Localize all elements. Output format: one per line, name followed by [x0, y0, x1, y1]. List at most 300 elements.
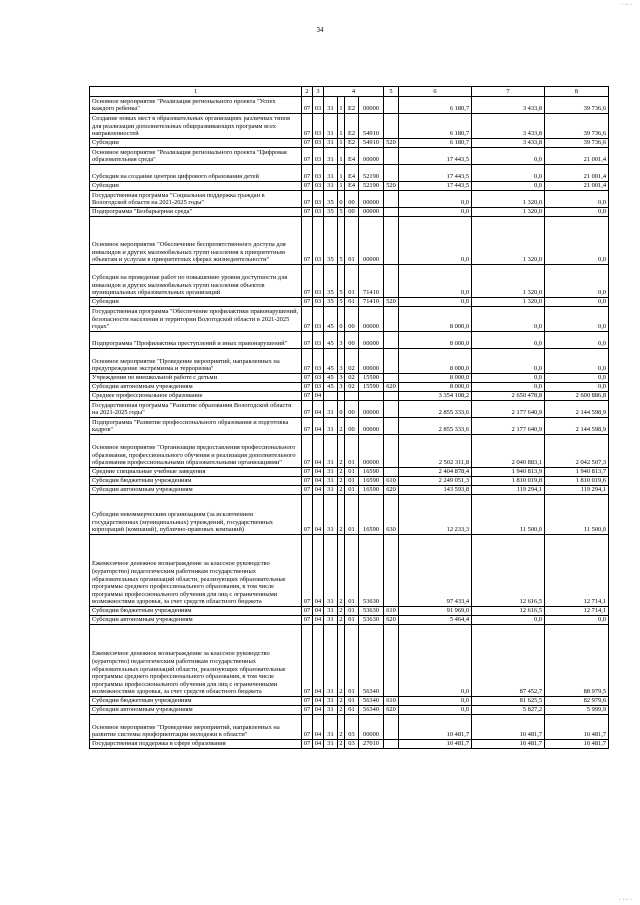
code-subprogram: 2 — [339, 616, 343, 624]
code-direction: 16590 — [359, 486, 384, 495]
amount-col8: 82 979,6 — [545, 697, 609, 706]
amount-col8: 2 144 598,9 — [545, 401, 609, 418]
code-subsection: 04 — [313, 477, 324, 486]
table-row — [90, 706, 609, 715]
code-program: 31 — [324, 477, 338, 486]
table-row — [90, 625, 609, 697]
amount-col6: 5 464,4 — [399, 616, 472, 625]
code-program: 31 — [324, 607, 338, 616]
amount-col7: 2 177 640,9 — [472, 418, 545, 435]
amount-col8: 0,0 — [545, 616, 609, 625]
code-subprogram: 1 — [338, 97, 345, 114]
code-subprogram: 2 — [339, 697, 343, 705]
code-direction: 00000 — [359, 307, 384, 332]
amount-col6: 91 969,0 — [399, 607, 472, 616]
amount-col6: 8 000,0 — [399, 374, 472, 383]
code-expense-type — [384, 374, 399, 383]
code-expense-type — [384, 217, 399, 265]
code-activity: 00 — [345, 208, 359, 217]
code-subsection: 04 — [313, 495, 324, 535]
code-subprogram: 1 — [338, 148, 345, 165]
code-subsection: 04 — [313, 740, 324, 749]
code-activity: 02 — [345, 383, 359, 392]
amount-col7: 10 481,7 — [472, 715, 545, 740]
code-direction: 54910 — [359, 114, 384, 139]
table-row — [90, 349, 609, 374]
row-name: Подпрограмма "Развитие профессионального образования и подготовка кадров" — [90, 418, 302, 435]
code-program: 31 — [324, 148, 338, 165]
table-row — [90, 148, 609, 165]
amount-col8: 39 736,6 — [545, 114, 609, 139]
code-section: 07 — [302, 139, 313, 148]
col-header-5: 5 — [384, 87, 399, 97]
row-name: Учреждения по внешкольной работе с детьми — [90, 374, 302, 383]
code-section: 07 — [302, 165, 313, 182]
code-program — [324, 392, 338, 401]
code-expense-type — [384, 468, 399, 477]
code-subsection: 03 — [313, 265, 324, 298]
code-subprogram: 2 — [339, 468, 343, 476]
row-name: Субсидии некоммерческим организациям (за исключением государственных (муниципальных) учреждений, государственных корпораций (компаний), публично-правовых компаний) — [90, 495, 302, 535]
amount-col6: 8 000,0 — [399, 349, 472, 374]
code-direction: 53630 — [359, 607, 384, 616]
code-subprogram: 2 — [338, 715, 345, 740]
amount-col7: 3 433,8 — [472, 97, 545, 114]
code-section: 07 — [302, 418, 313, 435]
amount-col6: 6 180,7 — [399, 139, 472, 148]
code-subsection: 03 — [313, 97, 324, 114]
code-direction: 71410 — [359, 298, 384, 307]
code-expense-type: 620 — [384, 383, 399, 392]
amount-col8: 1 810 019,6 — [545, 477, 609, 486]
code-activity: 01 — [345, 486, 359, 495]
amount-col7: 0,0 — [472, 374, 545, 383]
code-direction: 27010 — [359, 740, 384, 749]
amount-col8: 0,0 — [545, 332, 609, 349]
code-program: 31 — [324, 468, 338, 477]
code-section: 07 — [302, 383, 313, 392]
code-direction: 00000 — [359, 435, 384, 468]
row-name: Среднее профессиональное образование — [90, 392, 302, 401]
amount-col8: 10 481,7 — [545, 740, 609, 749]
code-direction — [359, 392, 384, 401]
row-name: Субсидии бюджетным учреждениям — [90, 477, 302, 486]
amount-col7: 3 433,8 — [472, 114, 545, 139]
table-row — [90, 468, 609, 477]
code-program: 31 — [324, 616, 338, 625]
amount-col7: 0,0 — [472, 165, 545, 182]
code-subprogram: 2 — [339, 607, 343, 615]
col-header-7: 7 — [472, 87, 545, 97]
amount-col7: 1 320,0 — [472, 217, 545, 265]
code-subsection: 03 — [313, 374, 324, 383]
row-name: Основное мероприятие "Реализация регионального проекта "Цифровая образовательная среда" — [90, 148, 302, 165]
code-program: 31 — [324, 401, 338, 418]
row-name: Государственная программа "Развитие образования Вологодской области на 2021-2025 годы" — [90, 401, 302, 418]
code-activity: 00 — [345, 332, 359, 349]
code-expense-type — [384, 401, 399, 418]
code-program: 31 — [324, 418, 338, 435]
code-subprogram: 5 — [338, 217, 345, 265]
amount-col8: 12 714,1 — [545, 607, 609, 616]
code-subprogram: 2 — [339, 486, 343, 494]
code-program: 31 — [324, 139, 338, 148]
code-activity: E2 — [345, 114, 359, 139]
table-row — [90, 217, 609, 265]
amount-col7: 81 625,5 — [472, 697, 545, 706]
scan-mark-bottom: · ··· · — [619, 897, 632, 903]
code-activity: 00 — [345, 401, 359, 418]
code-program: 31 — [324, 97, 338, 114]
row-name: Основное мероприятие "Организация предоставления профессионального образования, профессионального обучения и реализация дополнительного образования профессиональными образовательными организациями" — [90, 435, 302, 468]
amount-col6: 0,0 — [399, 217, 472, 265]
code-subprogram — [338, 392, 345, 401]
code-activity: E4 — [345, 182, 359, 191]
code-subprogram: 2 — [339, 706, 343, 714]
code-subsection: 04 — [313, 625, 324, 697]
code-program: 31 — [324, 625, 338, 697]
amount-col8: 0,0 — [545, 217, 609, 265]
amount-col7: 0,0 — [472, 307, 545, 332]
row-name: Государственная поддержка в сфере образования — [90, 740, 302, 749]
amount-col7: 0,0 — [472, 148, 545, 165]
code-subsection: 03 — [313, 114, 324, 139]
code-activity: 01 — [345, 535, 359, 607]
table-row — [90, 697, 609, 706]
code-section: 07 — [302, 148, 313, 165]
row-name: Основное мероприятие "Проведение мероприятий, направленных на предупреждение экстремизма и терроризма" — [90, 349, 302, 374]
code-expense-type — [384, 392, 399, 401]
row-name: Субсидии — [90, 182, 302, 191]
row-name: Основное мероприятие "Обеспечение беспрепятственного доступа для инвалидов и других маломобильных групп населения к приоритетным объектам и услугам в приоритетных сферах жизнедеятельности" — [90, 217, 302, 265]
amount-col7: 10 481,7 — [472, 740, 545, 749]
table-header-row — [90, 87, 609, 97]
amount-col7: 2 040 883,1 — [472, 435, 545, 468]
code-expense-type — [384, 332, 399, 349]
code-subprogram: 2 — [338, 535, 345, 607]
amount-col8: 0,0 — [545, 383, 609, 392]
code-expense-type — [384, 97, 399, 114]
code-section: 07 — [302, 374, 313, 383]
code-expense-type: 610 — [384, 697, 399, 706]
code-subsection: 04 — [313, 418, 324, 435]
code-activity: 01 — [345, 435, 359, 468]
code-subsection: 03 — [313, 182, 324, 191]
code-activity: 01 — [345, 468, 359, 477]
amount-col8: 0,0 — [545, 307, 609, 332]
amount-col6: 2 502 311,8 — [399, 435, 472, 468]
amount-col6: 17 443,5 — [399, 148, 472, 165]
code-section: 07 — [302, 208, 313, 217]
code-expense-type: 620 — [384, 486, 399, 495]
amount-col7: 0,0 — [472, 616, 545, 625]
code-activity: 01 — [345, 625, 359, 697]
amount-col7: 1 320,0 — [472, 208, 545, 217]
code-activity: 02 — [345, 349, 359, 374]
amount-col8: 21 001,4 — [545, 165, 609, 182]
row-name: Субсидии бюджетным учреждениям — [90, 607, 302, 616]
code-direction: 53630 — [359, 535, 384, 607]
col-header-4: 4 — [324, 87, 384, 97]
code-subprogram: 1 — [338, 165, 345, 182]
col-header-1: 1 — [90, 87, 302, 97]
table-row — [90, 208, 609, 217]
amount-col6: 2 855 333,6 — [399, 401, 472, 418]
row-name: Основное мероприятие "Проведение мероприятий, направленных на развитие системы профориентации молодежи в области" — [90, 715, 302, 740]
row-name: Государственная программа "Социальная поддержка граждан в Вологодской области на 2021-2025 годы" — [90, 191, 302, 208]
code-expense-type — [384, 208, 399, 217]
table-row — [90, 191, 609, 208]
code-program: 31 — [324, 535, 338, 607]
code-section: 07 — [302, 435, 313, 468]
code-subsection: 03 — [313, 349, 324, 374]
code-program: 45 — [324, 349, 338, 374]
code-subprogram: 3 — [338, 332, 345, 349]
table-row — [90, 535, 609, 607]
code-section: 07 — [302, 486, 313, 495]
code-program: 31 — [324, 740, 338, 749]
code-subsection: 03 — [313, 208, 324, 217]
code-program: 45 — [324, 374, 338, 383]
table-row — [90, 418, 609, 435]
col-header-6: 6 — [399, 87, 472, 97]
code-subsection: 04 — [313, 697, 324, 706]
amount-col8: 0,0 — [545, 265, 609, 298]
code-subsection: 03 — [313, 139, 324, 148]
row-name: Подпрограмма "Безбарьерная среда" — [90, 208, 302, 217]
code-subprogram: 2 — [339, 477, 343, 485]
code-subprogram: 2 — [338, 418, 345, 435]
code-activity: 03 — [345, 740, 359, 749]
code-expense-type — [384, 715, 399, 740]
code-section: 07 — [302, 468, 313, 477]
amount-col8: 2 042 507,3 — [545, 435, 609, 468]
row-name: Субсидии на создание центров цифрового образования детей — [90, 165, 302, 182]
amount-col7: 2 177 640,9 — [472, 401, 545, 418]
amount-col7: 1 320,0 — [472, 191, 545, 208]
amount-col7: 119 294,1 — [472, 486, 545, 495]
code-expense-type — [384, 165, 399, 182]
code-direction: 71410 — [359, 265, 384, 298]
col-header-8: 8 — [545, 87, 609, 97]
code-subsection: 03 — [313, 307, 324, 332]
amount-col7: 0,0 — [472, 349, 545, 374]
amount-col7: 1 810 019,8 — [472, 477, 545, 486]
code-direction: 52190 — [359, 165, 384, 182]
code-subsection: 04 — [313, 706, 324, 715]
table-row — [90, 298, 609, 307]
amount-col6: 8 000,0 — [399, 332, 472, 349]
code-direction: 00000 — [359, 148, 384, 165]
table-row — [90, 182, 609, 191]
code-subsection: 04 — [313, 401, 324, 418]
code-expense-type — [384, 307, 399, 332]
code-expense-type: 620 — [384, 706, 399, 715]
code-section: 07 — [302, 217, 313, 265]
code-subsection: 04 — [313, 392, 324, 401]
amount-col6: 10 481,7 — [399, 740, 472, 749]
code-subsection: 04 — [313, 715, 324, 740]
code-section: 07 — [302, 298, 313, 307]
code-section: 07 — [302, 401, 313, 418]
code-section: 07 — [302, 740, 313, 749]
code-activity: 01 — [345, 697, 359, 706]
amount-col6: 8 000,0 — [399, 383, 472, 392]
code-subsection: 03 — [313, 148, 324, 165]
code-expense-type — [384, 740, 399, 749]
amount-col8: 39 736,6 — [545, 139, 609, 148]
code-subprogram: 5 — [339, 208, 343, 216]
code-expense-type: 520 — [384, 298, 399, 307]
code-activity: 03 — [345, 715, 359, 740]
code-direction: 00000 — [359, 208, 384, 217]
amount-col8: 0,0 — [545, 349, 609, 374]
code-subprogram: 2 — [339, 740, 343, 748]
amount-col8: 0,0 — [545, 208, 609, 217]
amount-col6: 0,0 — [399, 265, 472, 298]
amount-col8: 2 600 886,8 — [545, 392, 609, 401]
code-activity: E4 — [345, 165, 359, 182]
code-subsection: 04 — [313, 435, 324, 468]
code-subprogram: 3 — [339, 383, 343, 391]
amount-col8: 0,0 — [545, 191, 609, 208]
amount-col8: 21 001,4 — [545, 182, 609, 191]
row-name: Ежемесячное денежное вознаграждение за классное руководство (кураторство) педагогическим работникам государственных образовательных организаций области, реализующих образовательные программы среднего профессионального образования, в том числе программы профессионального обучения для лиц с ограниченными возможностями здоровья, за счет средств областного бюджета — [90, 625, 302, 697]
table-row — [90, 740, 609, 749]
code-subprogram: 0 — [338, 307, 345, 332]
code-subsection: 04 — [313, 616, 324, 625]
amount-col8: 12 714,1 — [545, 535, 609, 607]
code-program: 31 — [324, 165, 338, 182]
table-row — [90, 374, 609, 383]
code-direction: 15590 — [359, 383, 384, 392]
amount-col8: 10 481,7 — [545, 715, 609, 740]
row-name: Подпрограмма "Профилактика преступлений и иных правонарушений" — [90, 332, 302, 349]
code-section: 07 — [302, 495, 313, 535]
code-direction: 56340 — [359, 706, 384, 715]
code-subprogram: 2 — [338, 625, 345, 697]
code-activity: 00 — [345, 307, 359, 332]
code-section: 07 — [302, 349, 313, 374]
table-row — [90, 401, 609, 418]
amount-col7: 2 650 478,8 — [472, 392, 545, 401]
table-row — [90, 97, 609, 114]
code-direction: 52190 — [359, 182, 384, 191]
amount-col7: 1 320,0 — [472, 298, 545, 307]
code-activity — [345, 392, 359, 401]
code-expense-type — [384, 418, 399, 435]
amount-col7: 87 452,7 — [472, 625, 545, 697]
amount-col7: 1 320,0 — [472, 265, 545, 298]
row-name: Субсидии автономным учреждениям — [90, 706, 302, 715]
code-subsection: 04 — [313, 486, 324, 495]
table-row — [90, 715, 609, 740]
row-name: Субсидии — [90, 298, 302, 307]
code-activity: E2 — [345, 139, 359, 148]
amount-col7: 0,0 — [472, 182, 545, 191]
amount-col6: 17 443,5 — [399, 182, 472, 191]
code-expense-type: 520 — [384, 139, 399, 148]
table-row — [90, 616, 609, 625]
code-program: 45 — [324, 307, 338, 332]
code-program: 35 — [324, 191, 338, 208]
code-program: 35 — [324, 208, 338, 217]
col-header-2: 2 — [302, 87, 313, 97]
code-program: 31 — [324, 706, 338, 715]
code-activity: 00 — [345, 191, 359, 208]
row-name: Основное мероприятие "Реализация регионального проекта "Успех каждого ребенка" — [90, 97, 302, 114]
amount-col6: 0,0 — [399, 697, 472, 706]
code-direction: 15590 — [359, 374, 384, 383]
code-subprogram: 5 — [338, 265, 345, 298]
table-row — [90, 495, 609, 535]
code-direction: 00000 — [359, 715, 384, 740]
code-activity: 01 — [345, 495, 359, 535]
amount-col6: 0,0 — [399, 625, 472, 697]
table-row — [90, 477, 609, 486]
code-section: 07 — [302, 307, 313, 332]
amount-col6: 12 233,3 — [399, 495, 472, 535]
code-subprogram: 3 — [338, 349, 345, 374]
code-section: 07 — [302, 697, 313, 706]
code-activity: 00 — [345, 418, 359, 435]
code-section: 07 — [302, 706, 313, 715]
col-header-3: 3 — [313, 87, 324, 97]
code-direction: 00000 — [359, 349, 384, 374]
amount-col7: 5 827,2 — [472, 706, 545, 715]
table-row — [90, 332, 609, 349]
code-activity: 01 — [345, 616, 359, 625]
table-row — [90, 435, 609, 468]
amount-col8: 0,0 — [545, 374, 609, 383]
amount-col6: 2 249 051,3 — [399, 477, 472, 486]
table-row — [90, 307, 609, 332]
amount-col6: 0,0 — [399, 706, 472, 715]
row-name: Субсидии автономным учреждениям — [90, 383, 302, 392]
code-activity: E2 — [345, 97, 359, 114]
code-direction: 16590 — [359, 495, 384, 535]
code-section: 07 — [302, 625, 313, 697]
table-row — [90, 383, 609, 392]
code-subprogram: 1 — [339, 139, 343, 147]
amount-col7: 12 616,5 — [472, 607, 545, 616]
code-section: 07 — [302, 535, 313, 607]
code-expense-type — [384, 349, 399, 374]
code-direction: 00000 — [359, 217, 384, 265]
code-activity: 01 — [345, 607, 359, 616]
code-subsection: 03 — [313, 298, 324, 307]
table-row — [90, 607, 609, 616]
code-program: 31 — [324, 114, 338, 139]
amount-col8: 88 979,5 — [545, 625, 609, 697]
code-direction: 53630 — [359, 616, 384, 625]
amount-col6: 2 404 878,4 — [399, 468, 472, 477]
row-name: Субсидии на проведение работ по повышению уровня доступности для инвалидов и других маломобильных групп населения объектов муниципальных образовательных организаций — [90, 265, 302, 298]
budget-table — [89, 86, 609, 749]
code-direction: 16590 — [359, 477, 384, 486]
code-expense-type: 630 — [384, 495, 399, 535]
code-section: 07 — [302, 191, 313, 208]
code-section: 07 — [302, 97, 313, 114]
code-section: 07 — [302, 477, 313, 486]
amount-col8: 5 999,9 — [545, 706, 609, 715]
table-row — [90, 114, 609, 139]
code-activity: 01 — [345, 265, 359, 298]
amount-col8: 11 500,0 — [545, 495, 609, 535]
page-number: 34 — [316, 26, 324, 34]
row-name: Ежемесячное денежное вознаграждение за классное руководство (кураторство) педагогическим работникам государственных образовательных организаций области, реализующих образовательные программы среднего профессионального образования, в том числе программы профессионального обучения для лиц с ограниченными возможностями здоровья, за счет средств областного бюджета — [90, 535, 302, 607]
amount-col7: 0,0 — [472, 383, 545, 392]
